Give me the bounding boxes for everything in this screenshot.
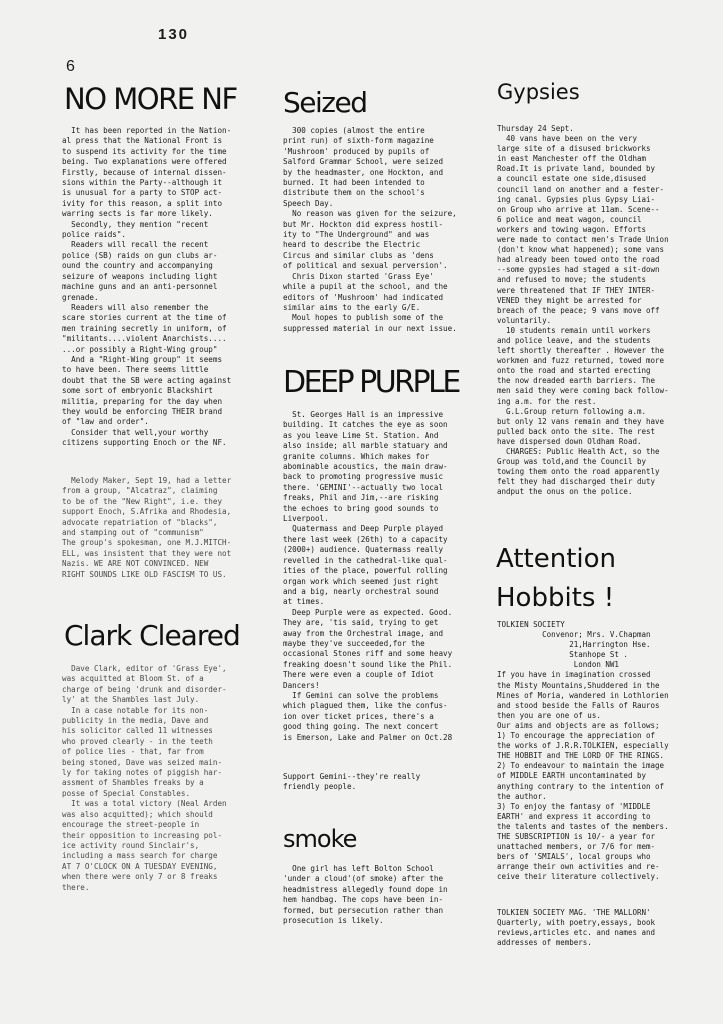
article-seized-body: 300 copies (almost the entire print run) of sixth-form magazine 'Mushroom' produced by pupils of Salford Grammar School, were seized by the headmaster, one Hockton, and burned. It had been intended to distribute them on the school's Speech Day. No reason was given for the seizure, but Mr. Hockton did express hostil- ity to "The Underground" and was heard to describe the Electric Circus and similar clubs as 'dens of political and sexual perversion'. Chris Dixon started 'Grass Eye' while a pupil at the school, and the editors of 'Mushroom' had indicated similar aims to the early G/E. Moul hopes to publish some of the suppressed material in our next issue. bbox=[283, 126, 457, 333]
article-smoke-body: One girl has left Bolton School 'under a cloud'(of smoke) after the headmistress allegedly found dope in hem handbag. The cops have been in- formed, but persecution rather than prosecution is likely. bbox=[283, 864, 448, 926]
headline-no-more-nf: NO MORE NF bbox=[64, 82, 237, 116]
article-no-more-nf-letter: Melody Maker, Sept 19, had a letter from a group, "Alcatraz", claiming to be of the "New Right", i.e. they support Enoch, S.Afrika and Rhodesia, advocate repatriation of "blacks", and stamping out of "communism" The group's spokesman, one M.J.MITCH- ELL, was insistent that they were not Nazis. WE ARE NOT CONVINCED. NEW RIGHT SOUNDS LIKE OLD FASCISM TO US. bbox=[62, 476, 232, 579]
headline-attention-hobbits-line1: Attention bbox=[496, 544, 616, 574]
article-deep-purple-footer: Support Gemini--they're really friendly people. bbox=[283, 772, 421, 792]
headline-deep-purple: DEEP PURPLE bbox=[283, 365, 459, 400]
article-gypsies-body: Thursday 24 Sept. 40 vans have been on the very large site of a disused brickworks in east Manchester off the Oldham Road.It is private land, bounded by a council estate one side,disused council land on another and a fester- ing canal. Gypsies plus Gypsy Liai- on Group who arrive at 11am. Scene-- 6 police and meat wagon, council workers and towing wagon. Efforts were made to contact men's Trade Union (don't know what happened); some vans had already been towed onto the road --some gypsies had staged a sit-down and refused to move; the students were threatened that IF THEY INTER- VENED they might be arrested for breach of the peace; 9 vans move off voluntarily. 10 students remain until workers and police leave, and the students left shortly thereafter . However the workmen and fuzz returned, towed more onto the road and started erecting the now dreaded earth barriers. The men said they were coming back follow- ing a.m. for the rest. G.L.Group return following a.m. but only 12 vans remain and they have pulled back onto the site. The rest have dispersed down Oldham Road. CHARGES: Public Health Act, so the Group was told,and the Council by towing them onto the road apparently felt they had discharged their duty andput the onus on the police. bbox=[497, 124, 669, 497]
headline-clark-cleared: Clark Cleared bbox=[64, 619, 240, 652]
article-no-more-nf-body: It has been reported in the Nation- al press that the National Front is to suspend its activity for the time being. Two explanations were offered Firstly, because of internal dissen- sions within the Party--although it is unusual for a party to STOP act- ivity for this reason, a split into warring sects is far more likely. Secondly, they mention "recent police raids". Readers will recall the recent police (SB) raids on gun clubs ar- ound the country and accompanying seizure of weapons including light machine guns and an anti-personnel grenade. Readers will also remember the scare stories current at the time of men training secretly in uniform, of "militants....violent Anarchists.... ...or possibly a Right-Wing group" And a "Right-Wing group" it seems to have been. There seems little doubt that the SB were acting against some sort of embryonic Blackshirt militia, preparing for the day when they would be enforcing THEIR brand of "law and order". Consider that well,your worthy citizens supporting Enoch or the NF. bbox=[62, 126, 232, 448]
article-clark-cleared-body: Dave Clark, editor of 'Grass Eye', was acquitted at Bloom St. of a charge of being 'drunk and disorder- ly' at the Shambles last July. In a case notable for its non- publicity in the media, Dave and his solicitor called 11 witnesses who proved clearly - in the teeth of police lies - that, far from being stoned, Dave was seized main- ly for taking notes of piggish har- assment of Shambles freaks by a posse of Special Constables. It was a total victory (Neal Arden was also acquitted); which should encourage the street-people in their opposition to increasing pol- ice activity round Sinclair's, including a mass search for charge AT 7 O'CLOCK ON A TUESDAY EVENING, when there were only 7 or 8 freaks there. bbox=[62, 664, 227, 892]
headline-attention-hobbits-line2: Hobbits ! bbox=[496, 583, 615, 613]
headline-seized: Seized bbox=[283, 86, 367, 119]
headline-gypsies: Gypsies bbox=[497, 80, 580, 104]
article-hobbits-body: TOLKIEN SOCIETY Convenor; Mrs. V.Chapman 21,Harrington Hse. Stanhope St . London NW1 If you have in imagination crossed the Misty Mountains,Shuddered in the Mines of Moria, wandered in Lothlorien and stood beside the Falls of Rauros then you are one of us. Our aims and objects are as follows; 1) To encourage the appreciation of the works of J.R.R.TOLKIEN, especially THE HOBBIT and THE LORD OF THE RINGS. 2) To endeavour to maintain the image of MIDDLE EARTH uncontaminated by anything contrary to the intention of the author. 3) To enjoy the fantasy of 'MIDDLE EARTH' and express it according to the talents and tastes of the members. THE SUBSCRIPTION is 10/- a year for unattached members, or 7/6 for mem- bers of 'SMIALS', local groups who arrange their own activities and re- ceive their literature collectively. bbox=[497, 620, 669, 882]
article-hobbits-footer: TOLKIEN SOCIETY MAG. 'THE MALLORN' Quarterly, with poetry,essays, book reviews,articles etc. and names and addresses of members. bbox=[497, 908, 656, 948]
headline-smoke: smoke bbox=[283, 825, 357, 853]
issue-number: 6 bbox=[66, 58, 75, 75]
page-number: 130 bbox=[158, 26, 190, 43]
article-deep-purple-body: St. Georges Hall is an impressive building. It catches the eye as soon as you leave Lime St. Station. And also inside; all marble statuary and granite columns. Which makes for abominable acoustics, the main draw- back to promoting progressive music there. 'GEMINI'--actually two local freaks, Phil and Jim,--are risking the echoes to bring good sounds to Liverpool. Quatermass and Deep Purple played there last week (26th) to a capacity (2000+) audience. Quatermass really revelled in the cathedral-like qual- ities of the place, powerful rolling organ work which seemed just right and a big, nearly orchestral sound at times. Deep Purple were as expected. Good. They are, 'tis said, trying to get away from the Orchestral image, and maybe they've succeeded,for the occasional Stones riff and some heavy freaking doesn't sound like the Phil. There were even a couple of Idiot Dancers! If Gemini can solve the problems which plagued them, like the confus- ion over ticket prices, there's a good thing going. The next concert is Emerson, Lake and Palmer on Oct.28 bbox=[283, 410, 453, 742]
